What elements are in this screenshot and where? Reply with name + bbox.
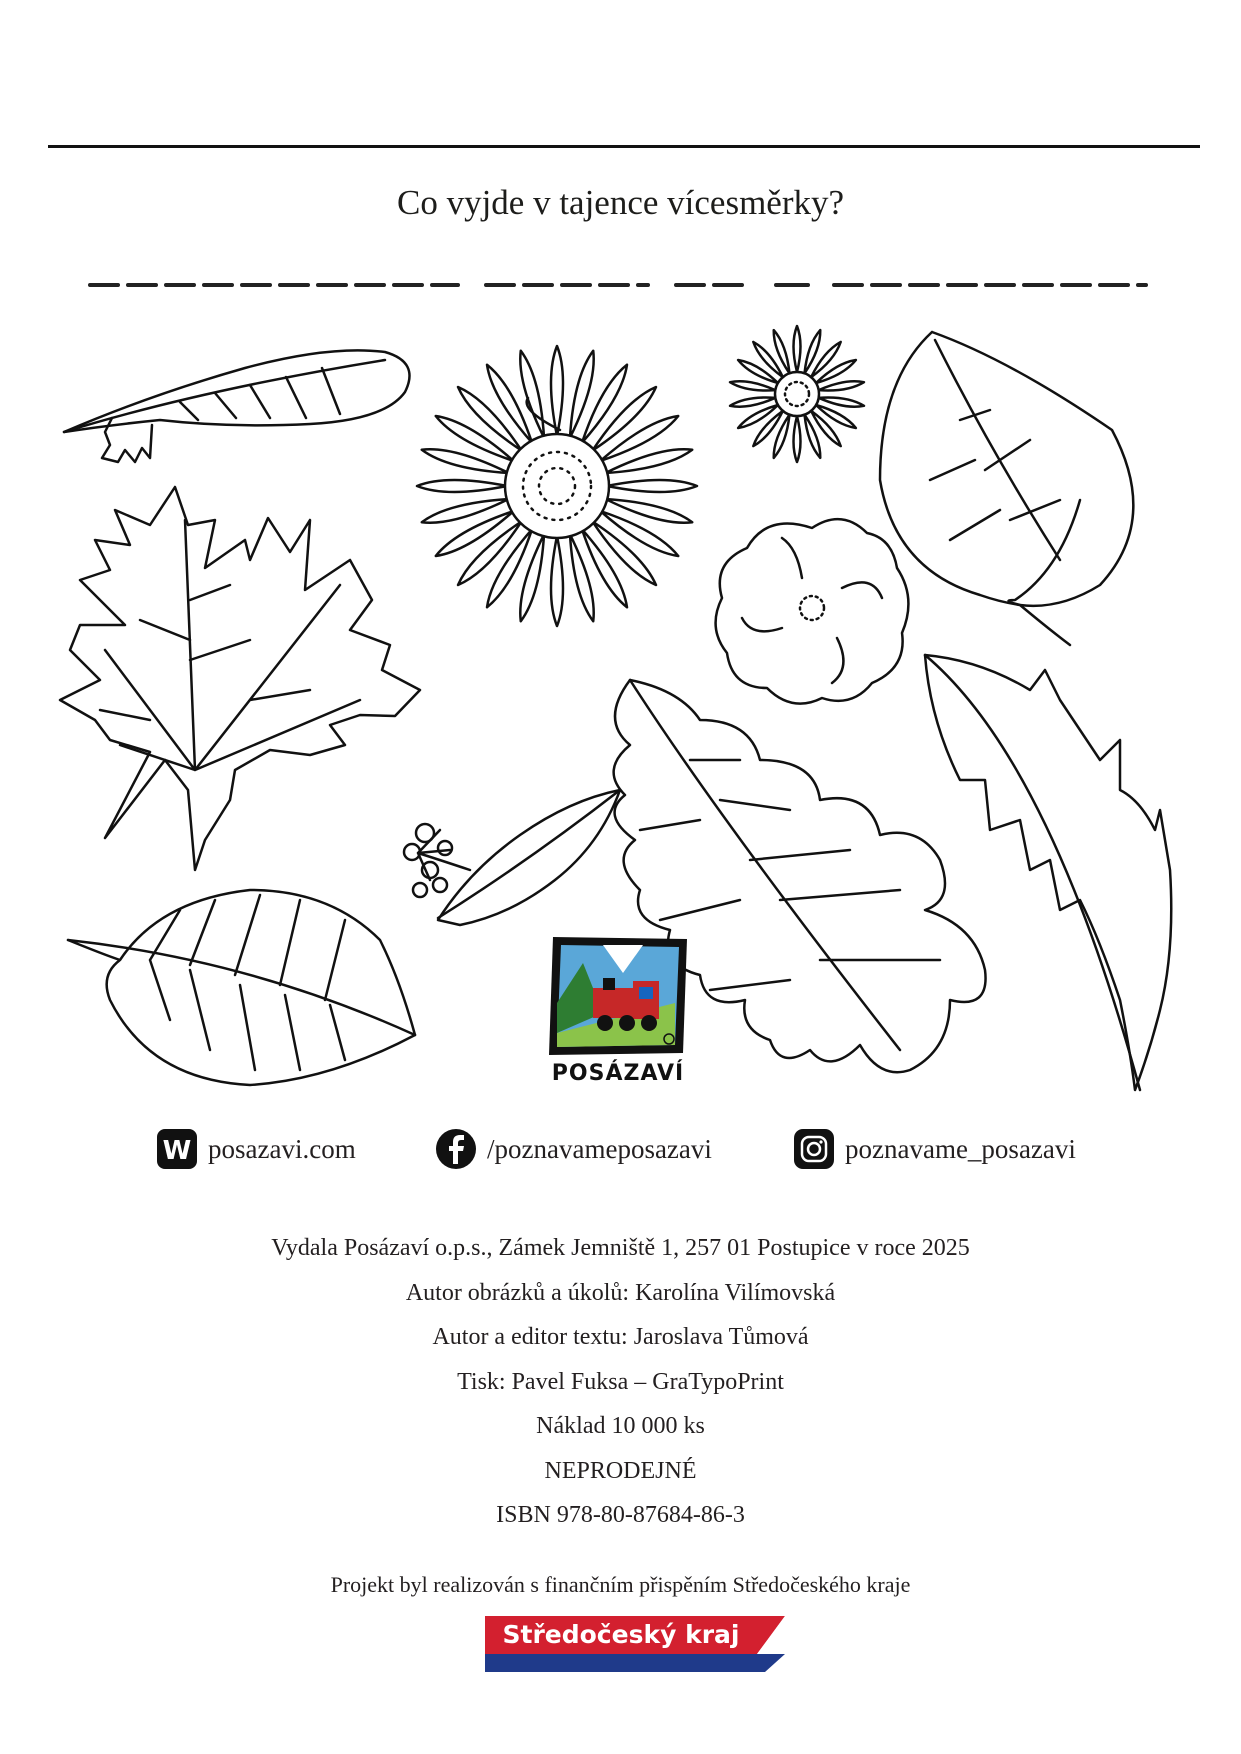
linden-flower-drawing [404,790,620,925]
stredocesky-kraj-logo [485,1616,785,1672]
linden-leaf-drawing [880,332,1133,645]
instagram-icon [793,1128,835,1170]
rose-drawing [716,519,909,704]
logo-wordmark: POSÁZAVÍ [551,1061,685,1086]
funding-note: Projekt byl realizován s finančním přispěním Středočeského kraje [330,1572,911,1597]
website-icon [156,1128,198,1170]
small-daisy-drawing [729,326,864,462]
illustrator-line: Autor obrázků a úkolů: Karolína Vilímovská [405,1279,836,1306]
svg-text:W: W [162,1136,192,1166]
facebook-text: /poznavameposazavi [487,1133,712,1164]
daisy-drawing [417,346,697,626]
website-link[interactable] [156,1126,356,1172]
feather-drawing [64,350,410,462]
instagram-text: poznavame_posazavi [845,1133,1076,1164]
dandelion-leaf-drawing [925,655,1171,1090]
imprint [0,1226,1241,1538]
facebook-link[interactable] [435,1126,712,1172]
not-for-sale-line: NEPRODEJNÉ [544,1457,697,1484]
beech-leaf-drawing [68,890,415,1085]
posazavi-logo [543,933,693,1093]
publisher-line: Vydala Posázaví o.p.s., Zámek Jemniště 1, 257 01 Postupice v roce 2025 [271,1235,970,1261]
maple-leaf-drawing [60,487,420,870]
posazavi-logo-image [543,933,693,1061]
puzzle-question: Co vyjde v tajence vícesměrky? [396,183,845,222]
website-text: posazavi.com [208,1133,356,1164]
facebook-icon [435,1128,477,1170]
instagram-link[interactable] [793,1126,1076,1172]
editor-line: Autor a editor textu: Jaroslava Tůmová [432,1324,809,1350]
print-run-line: Náklad 10 000 ks [536,1413,705,1439]
printer-line: Tisk: Pavel Fuksa – GraTypoPrint [457,1368,784,1395]
isbn-line: ISBN 978-80-87684-86-3 [496,1502,745,1528]
region-banner-label: Středočeský kraj [502,1620,740,1649]
